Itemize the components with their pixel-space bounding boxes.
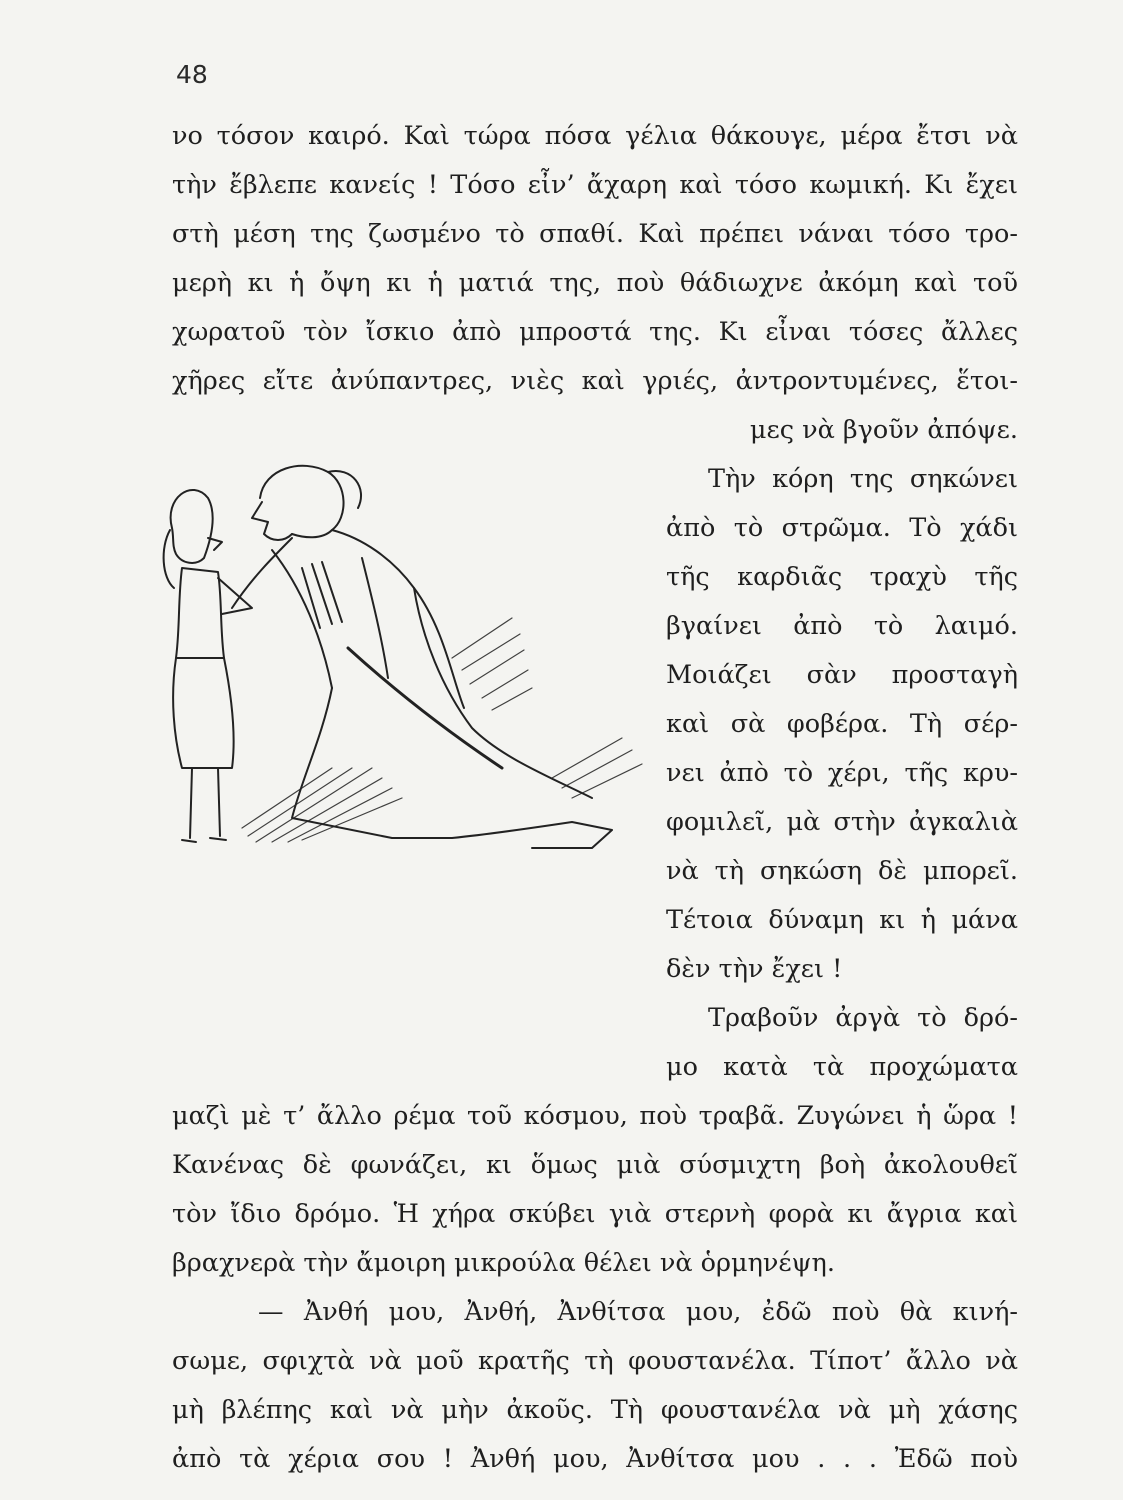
text-line: χῆρες εἴτε ἀνύπαντρες, νιὲς καὶ γριές, ἀντροντυμένες, ἕτοι-: [172, 366, 1018, 396]
text-line: δὲν τὴν ἔχει !: [666, 954, 843, 984]
text-line: νὰ τὴ σηκώση δὲ μπορεῖ.: [666, 856, 1018, 886]
text-line: μερὴ κι ἡ ὄψη κι ἡ ματιά της, ποὺ θάδιωχνε ἀκόμη καὶ τοῦ: [172, 268, 1018, 298]
text-line: σωμε, σφιχτὰ νὰ μοῦ κρατῆς τὴ φουστανέλα. Τίποτ’ ἄλλο νὰ: [172, 1346, 1018, 1376]
text-line: Μοιάζει σὰν προσταγὴ: [666, 660, 1018, 690]
text-line: τὴν ἔβλεπε κανείς ! Τόσο εἶν’ ἄχαρη καὶ τόσο κωμική. Κι ἔχει: [172, 170, 1018, 200]
hatching: [242, 618, 642, 842]
woman-figure: [232, 466, 612, 848]
text-line: ἀπὸ τὰ χέρια σου ! Ἀνθή μου, Ἀνθίτσα μου . . . Ἐδῶ ποὺ: [172, 1444, 1018, 1474]
text-line: Τραβοῦν ἀργὰ τὸ δρό-: [708, 1003, 1018, 1033]
text-line: νο τόσον καιρό. Καὶ τώρα πόσα γέλια θάκουγε, μέρα ἔτσι νὰ: [172, 121, 1018, 151]
text-line: Τέτοια δύναμη κι ἡ μάνα: [666, 905, 1018, 935]
text-line: στὴ μέση της ζωσμένο τὸ σπαθί. Καὶ πρέπει νάναι τόσο τρο-: [172, 219, 1018, 249]
text-line: ἀπὸ τὸ στρῶμα. Τὸ χάδι: [666, 513, 1018, 543]
text-line: μὴ βλέπης καὶ νὰ μὴν ἀκοῦς. Τὴ φουστανέλα νὰ μὴ χάσης: [172, 1395, 1018, 1425]
text-line: βραχνερὰ τὴν ἄμοιρη μικρούλα θέλει νὰ ὁρμηνέψη.: [172, 1248, 835, 1278]
text-line: καὶ σὰ φοβέρα. Τὴ σέρ-: [666, 709, 1018, 739]
text-line: Τὴν κόρη της σηκώνει: [708, 464, 1018, 494]
text-line: μο κατὰ τὰ προχώματα: [666, 1052, 1018, 1082]
text-line: βγαίνει ἀπὸ τὸ λαιμό.: [666, 611, 1018, 641]
text-line: φομιλεῖ, μὰ στὴν ἀγκαλιὰ: [666, 807, 1018, 837]
text-line: νει ἀπὸ τὸ χέρι, τῆς κρυ-: [666, 758, 1018, 788]
text-line: Κανένας δὲ φωνάζει, κι ὅμως μιὰ σύσμιχτη βοὴ ἀκολουθεῖ: [172, 1150, 1018, 1180]
text-line: τὸν ἴδιο δρόμο. Ἡ χήρα σκύβει γιὰ στερνὴ φορὰ κι ἄγρια καὶ: [172, 1199, 1018, 1229]
text-line: — Ἀνθή μου, Ἀνθή, Ἀνθίτσα μου, ἐδῶ ποὺ θὰ κινή-: [258, 1297, 1018, 1327]
page-number: 48: [176, 60, 208, 89]
text-line: μαζὶ μὲ τ’ ἄλλο ρέμα τοῦ κόσμου, ποὺ τραβᾶ. Ζυγώνει ἡ ὥρα !: [172, 1101, 1018, 1131]
illustration-woman-and-girl: [152, 438, 664, 868]
text-line: χωρατοῦ τὸν ἴσκιο ἀπὸ μπροστά της. Κι εἶναι τόσες ἄλλες: [172, 317, 1018, 347]
text-line: τῆς καρδιᾶς τραχὺ τῆς: [666, 562, 1018, 592]
text-line: μες νὰ βγοῦν ἀπόψε.: [749, 415, 1018, 445]
girl-figure: [164, 490, 252, 842]
